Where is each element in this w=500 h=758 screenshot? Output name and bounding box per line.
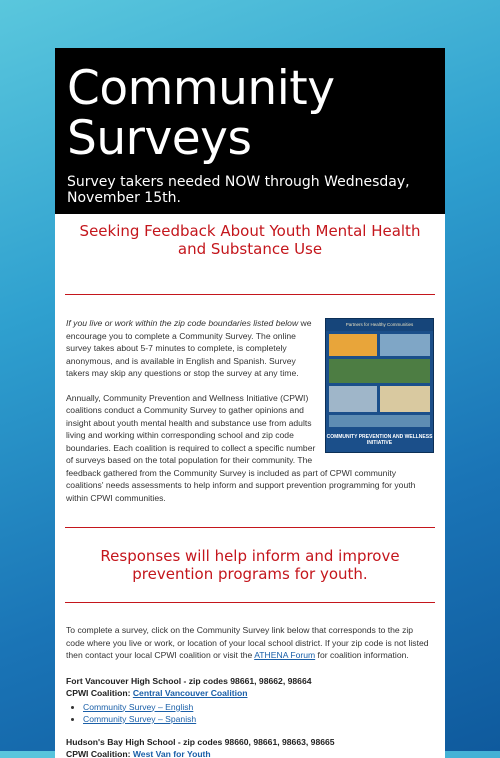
section2-headline: Responses will help inform and improve prevention programs for youth. — [100, 547, 400, 583]
spacer — [66, 726, 434, 736]
section1-body — [66, 317, 434, 504]
newsletter-card — [55, 48, 445, 758]
school-name: Fort Vancouver High School - zip codes 98661, 98662, 98664 — [66, 675, 312, 686]
school-name: Hudson's Bay High School - zip codes 98660, 98661, 98663, 98665 — [66, 736, 335, 747]
cpwi-paragraph: Annually, Community Prevention and Wellness Initiative (CPWI) coalitions conduct a Community Survey to gather opinions and insight about youth mental health and substance use from adults living and working within corresponding school and zip code boundaries. Each coalition is required to collect a specific number of surveys based on the total population for their community. The feedback gathered from the Community Survey is included as part of CPWI community coalitions' needs assessments to help inform and support prevention programming for youth within CPWI communities. — [66, 392, 416, 503]
photo-tile — [329, 359, 430, 383]
survey-spanish-link[interactable]: Community Survey – Spanish — [83, 714, 197, 724]
instructions-text-end: for coalition information. — [315, 650, 409, 660]
photo-tile — [329, 415, 430, 427]
photo-tile — [329, 334, 377, 356]
section1-headline: Seeking Feedback About Youth Mental Health and Substance Use — [79, 222, 421, 258]
cpwi-image — [325, 318, 434, 453]
coalition-label: CPWI Coalition: — [66, 688, 133, 698]
photo-tile — [329, 386, 377, 412]
west-van-for-youth-link[interactable]: West Van for Youth — [132, 749, 211, 758]
photo-tile — [380, 386, 430, 412]
spacer — [55, 583, 445, 602]
intro-italic: If you live or work within the zip code boundaries listed below — [66, 318, 299, 328]
section2-body — [66, 624, 434, 758]
central-vancouver-coalition-link[interactable]: Central Vancouver Coalition — [132, 688, 248, 698]
page-title: Community Surveys — [67, 61, 335, 166]
list-item — [83, 701, 434, 714]
survey-links-list — [66, 701, 434, 726]
list-item — [83, 713, 434, 726]
coalition-label: CPWI Coalition: — [66, 749, 133, 758]
photo-tile — [380, 334, 430, 356]
athena-forum-link[interactable]: ATHENA Forum — [254, 650, 316, 660]
coalition-line — [66, 748, 434, 758]
image-top-text: Partners for Healthy Communities — [326, 319, 433, 331]
spacer — [55, 603, 445, 624]
image-bottom-text: COMMUNITY PREVENTION AND WELLNESS INITIATIVE — [326, 434, 433, 446]
coalition-line — [66, 687, 434, 700]
spacer — [55, 258, 445, 294]
instructions-paragraph — [66, 624, 434, 662]
header-banner — [55, 48, 445, 214]
spacer — [55, 214, 445, 222]
spacer — [55, 295, 445, 317]
survey-english-link[interactable]: Community Survey – English — [83, 701, 194, 712]
spacer — [55, 528, 445, 547]
page-subtitle: Survey takers needed NOW through Wednesday, November 15th. — [67, 174, 410, 206]
spacer — [55, 504, 445, 527]
instructions-text: To complete a survey, click on the Community Survey link below that corresponds to the zip code where you live or work, or location of your local school district. If your zip code is not listed then contact your local CPWI coalition or visit the — [66, 625, 429, 660]
intro-text: we encourage you to complete a Community Survey. The online survey takes about 5-7 minutes to complete, is completely anonymous, and is available in English and Spanish. Survey takers may skip any questions or stop the survey at any time. — [66, 318, 312, 378]
